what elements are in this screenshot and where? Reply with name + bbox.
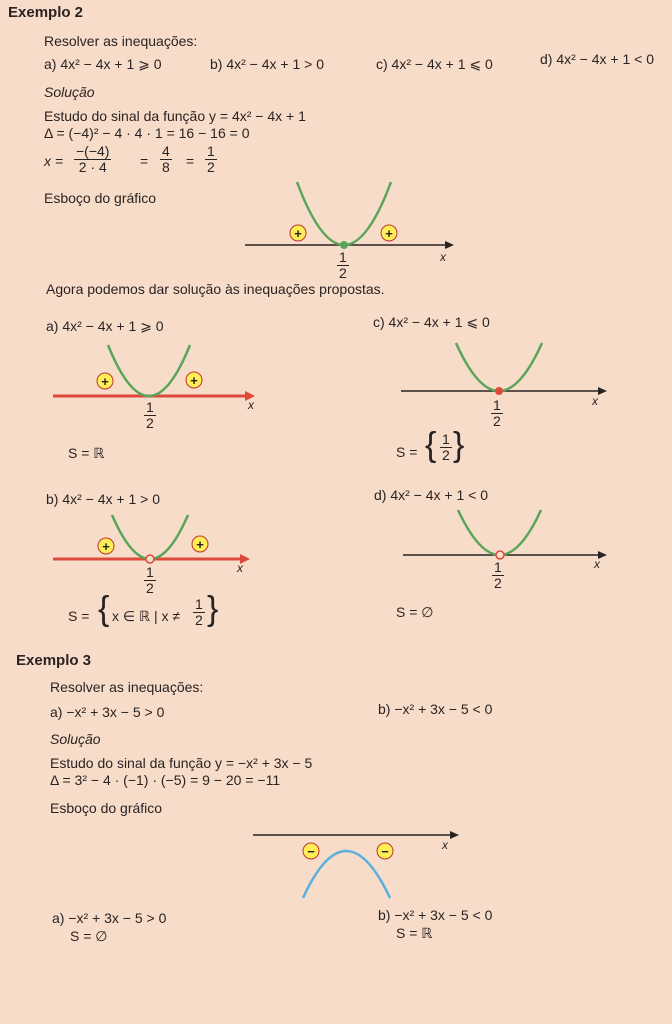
ex2-inequality-d: d) 4x² − 4x + 1 < 0 [540, 51, 655, 67]
fraction-numerator: 1 [146, 564, 154, 580]
plus-sign: + [294, 226, 302, 241]
open-root-point [146, 555, 154, 563]
ex3-function-study: Estudo do sinal da função y = −x² + 3x − 5 [50, 755, 313, 771]
ex2-sketch-heading: Esboço do gráfico [44, 190, 157, 206]
fraction-denominator: 2 [146, 580, 154, 596]
fraction-numerator: 1 [494, 559, 502, 575]
ex2-solution-b-title: b) 4x² − 4x + 1 > 0 [46, 491, 161, 507]
ex2-solution-c-prefix: S = [396, 444, 418, 460]
parabola-curve [458, 510, 541, 555]
axis-label: x [237, 561, 243, 575]
ex2-solution-a-title: a) 4x² − 4x + 1 ⩾ 0 [46, 318, 164, 334]
ex2-solution-b-value [193, 597, 205, 628]
ex3-inequality-a: a) −x² + 3x − 5 > 0 [50, 704, 165, 720]
ex2-inequality-a: a) 4x² − 4x + 1 ⩾ 0 [44, 56, 162, 72]
parabola-curve [297, 182, 391, 245]
ex2-solution-b-prefix: S = [68, 608, 90, 624]
fraction-denominator: 8 [162, 159, 170, 175]
fraction-denominator: 2 [442, 447, 450, 463]
ex2-x-fraction-3 [205, 144, 217, 175]
minus-sign: − [307, 844, 315, 859]
ex2-inequality-c: c) 4x² − 4x + 1 ⩽ 0 [376, 56, 493, 72]
open-root-point [496, 551, 504, 559]
parabola-curve [112, 515, 188, 559]
fraction-numerator: 1 [493, 397, 501, 413]
ex2-graph-a [50, 340, 270, 415]
axis-label: x [440, 250, 446, 264]
root-point-solution [495, 387, 503, 395]
fraction-denominator: 2 [146, 415, 154, 431]
root-label [492, 560, 504, 591]
axis-arrow-icon [445, 241, 454, 249]
ex3-solution-b-set: S = ℝ [396, 925, 433, 941]
example-2-title: Exemplo 2 [8, 4, 84, 21]
ex3-solution-heading: Solução [50, 731, 101, 747]
axis-label: x [248, 398, 254, 412]
fraction-numerator: 1 [146, 399, 154, 415]
ex2-delta: Δ = (−4)² − 4 · 4 · 1 = 16 − 16 = 0 [44, 125, 250, 141]
root-label [491, 398, 503, 429]
ex3-intro: Resolver as inequações: [50, 679, 204, 695]
ex2-inequality-b: b) 4x² − 4x + 1 > 0 [210, 56, 325, 72]
brace-right: } [207, 590, 219, 628]
ex2-root-label [337, 250, 349, 281]
fraction-denominator: 2 [494, 575, 502, 591]
ex2-solution-d-set: S = ∅ [396, 604, 434, 620]
axis-label: x [442, 838, 448, 852]
brace-right: } [453, 426, 465, 464]
ex2-equals-2: = [186, 153, 195, 169]
fraction-numerator: 1 [339, 249, 347, 265]
parabola-curve [456, 343, 542, 391]
ex2-solution-c-title: c) 4x² − 4x + 1 ⩽ 0 [373, 314, 490, 330]
ex3-solution-a-title: a) −x² + 3x − 5 > 0 [52, 910, 167, 926]
ex2-solution-c-value [440, 432, 452, 463]
fraction-numerator: 1 [207, 143, 215, 159]
plus-sign: + [101, 374, 109, 389]
ex2-x-fraction-2 [160, 144, 172, 175]
axis-arrow-icon [450, 831, 459, 839]
fraction-denominator: 2 [207, 159, 215, 175]
plus-sign: + [196, 537, 204, 552]
plus-sign: + [190, 373, 198, 388]
ex2-graph-c [398, 338, 618, 413]
fraction-denominator: 2 [195, 612, 203, 628]
ex3-solution-b-title: b) −x² + 3x − 5 < 0 [378, 907, 493, 923]
ex2-function-study: Estudo do sinal da função y = 4x² − 4x + 1 [44, 108, 306, 124]
ex3-sketch-heading: Esboço do gráfico [50, 800, 163, 816]
ex2-main-graph [240, 175, 460, 285]
plus-sign: + [102, 539, 110, 554]
ex2-intro: Resolver as inequações: [44, 33, 198, 49]
ex3-inequality-b: b) −x² + 3x − 5 < 0 [378, 701, 493, 717]
fraction-numerator: 4 [162, 143, 170, 159]
parabola-curve [108, 345, 190, 396]
minus-sign: − [381, 844, 389, 859]
ex2-solution-a-set: S = ℝ [68, 445, 105, 461]
ex3-solution-a-set: S = ∅ [70, 928, 108, 944]
brace-left: { [98, 590, 110, 628]
ex3-main-graph [250, 825, 470, 905]
ex2-now-text: Agora podemos dar solução às inequações propostas. [46, 281, 385, 297]
root-point [340, 241, 348, 249]
ex3-delta: Δ = 3² − 4 · (−1) · (−5) = 9 − 20 = −11 [50, 772, 281, 788]
root-label [144, 400, 156, 431]
plus-sign: + [385, 226, 393, 241]
fraction-denominator: 2 · 4 [78, 159, 107, 175]
fraction-denominator: 2 [493, 413, 501, 429]
ex2-x-label: x = [44, 153, 64, 169]
ex2-solution-heading: Solução [44, 84, 95, 100]
axis-arrow-icon [598, 387, 607, 395]
ex2-graph-d [400, 505, 620, 580]
fraction-denominator: 2 [339, 265, 347, 281]
ex2-equals-1: = [140, 153, 149, 169]
fraction-numerator: 1 [195, 596, 203, 612]
root-label [144, 565, 156, 596]
ex2-solution-d-title: d) 4x² − 4x + 1 < 0 [374, 487, 489, 503]
brace-left: { [425, 426, 437, 464]
example-3-title: Exemplo 3 [16, 652, 92, 669]
ex2-solution-b-set: x ∈ ℝ | x ≠ [112, 608, 181, 624]
parabola-curve [303, 851, 390, 898]
ex2-graph-b [50, 510, 270, 585]
fraction-numerator: 1 [442, 431, 450, 447]
ex2-x-fraction-1 [74, 144, 111, 175]
axis-label: x [592, 394, 598, 408]
axis-label: x [594, 557, 600, 571]
fraction-numerator: −(−4) [76, 143, 110, 159]
